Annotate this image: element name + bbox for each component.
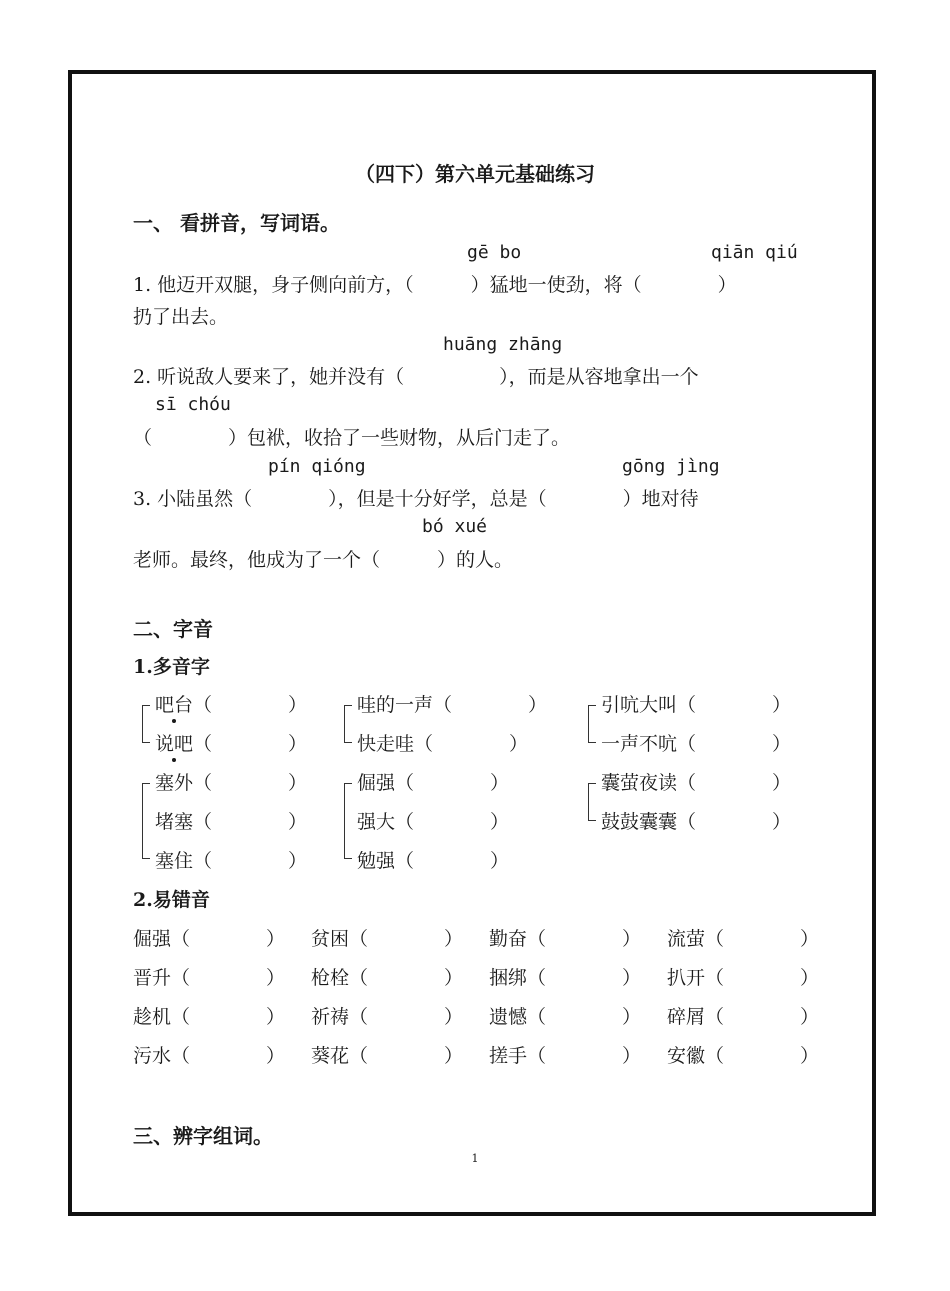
easy-item: 勤奋（ ）: [489, 928, 642, 950]
poly-item: 快走哇（ ）: [357, 733, 529, 755]
poly-item: 堵塞（ ）: [155, 811, 308, 833]
poly-item: 勉强（ ）: [357, 850, 510, 872]
easy-item: 枪栓（ ）: [311, 967, 464, 989]
bracket: [588, 783, 596, 821]
pinyin-gongjing: gōng jìng: [622, 456, 720, 477]
easy-item: 捆绑（ ）: [489, 967, 642, 989]
easy-item: 倔强（ ）: [133, 928, 286, 950]
bracket: [344, 783, 352, 859]
poly-item: 说吧（ ）: [155, 729, 307, 756]
poly-item: 囊萤夜读（ ）: [601, 772, 792, 794]
pinyin-boxue: bó xué: [422, 516, 488, 537]
section1-heading: 一、 看拼音，写词语。: [133, 211, 340, 235]
bracket: [588, 705, 596, 743]
poly-item: 哇的一声（ ）: [357, 694, 548, 716]
pinyin-qianqiu: qiān qiú: [711, 242, 798, 263]
easy-item: 遗憾（ ）: [489, 1006, 642, 1028]
poly-item: 塞外（ ）: [155, 772, 308, 794]
easy-subheading: 2.易错音: [133, 889, 210, 911]
easy-item: 流萤（ ）: [667, 928, 820, 950]
pinyin-huangzhang: huāng zhāng: [443, 334, 563, 355]
bracket: [142, 783, 150, 859]
section2-heading: 二、字音: [133, 617, 213, 641]
easy-item: 污水（ ）: [133, 1045, 286, 1067]
poly-item: 引吭大叫（ ）: [601, 694, 792, 716]
easy-item: 碎屑（ ）: [667, 1006, 820, 1028]
q3-line1: 3. 小陆虽然（ ），但是十分好学，总是（ ）地对待: [133, 488, 699, 510]
q3-line2: 老师。最终，他成为了一个（ ）的人。: [133, 549, 514, 571]
poly-item: 吧台（ ）: [155, 690, 307, 717]
pinyin-gebo: gē bo: [467, 242, 522, 263]
easy-item: 贫困（ ）: [311, 928, 464, 950]
page-number: 1: [471, 1152, 479, 1165]
pinyin-pinqiong: pín qióng: [268, 456, 366, 477]
poly-item: 一声不吭（ ）: [601, 733, 792, 755]
easy-item: 晋升（ ）: [133, 967, 286, 989]
easy-item: 趁机（ ）: [133, 1006, 286, 1028]
easy-item: 搓手（ ）: [489, 1045, 642, 1067]
page-title: （四下）第六单元基础练习: [355, 162, 595, 186]
q2-line2: （ ）包袱，收拾了一些财物，从后门走了。: [133, 427, 571, 449]
section3-heading: 三、辨字组词。: [133, 1124, 273, 1148]
poly-item: 塞住（ ）: [155, 850, 308, 872]
poly-item: 强大（ ）: [357, 811, 510, 833]
q1-line2: 扔了出去。: [133, 306, 229, 328]
easy-item: 扒开（ ）: [667, 967, 820, 989]
pinyin-sichou: sī chóu: [155, 394, 231, 415]
polyphone-subheading: 1.多音字: [133, 656, 210, 678]
poly-item: 鼓鼓囊囊（ ）: [601, 811, 792, 833]
easy-item: 葵花（ ）: [311, 1045, 464, 1067]
poly-item: 倔强（ ）: [357, 772, 510, 794]
q1-line1: 1. 他迈开双腿，身子侧向前方，（ ）猛地一使劲，将（ ）: [133, 274, 737, 296]
easy-item: 安徽（ ）: [667, 1045, 820, 1067]
bracket: [142, 705, 150, 743]
easy-item: 祈祷（ ）: [311, 1006, 464, 1028]
bracket: [344, 705, 352, 743]
q2-line1: 2. 听说敌人要来了，她并没有（ ），而是从容地拿出一个: [133, 366, 699, 388]
